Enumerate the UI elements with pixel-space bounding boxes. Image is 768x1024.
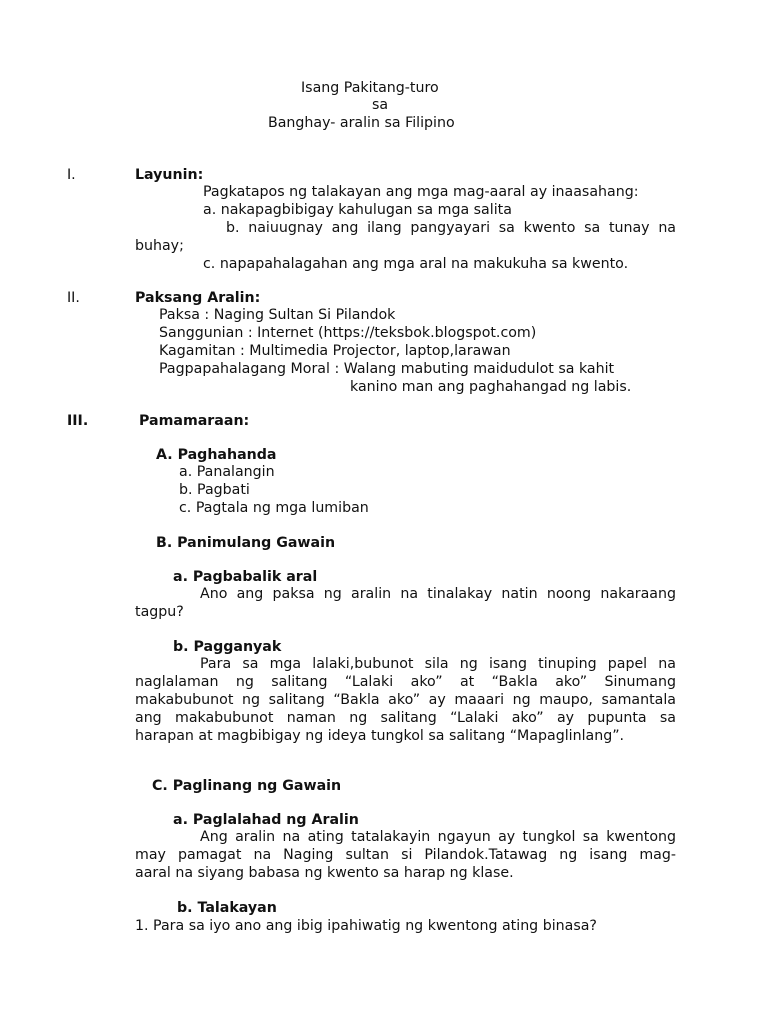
moral-line-1: Pagpapahalagang Moral : Walang mabuting maidudulot sa kahit	[159, 361, 615, 377]
kagamitan-line: Kagamitan : Multimedia Projector, laptop,larawan	[159, 343, 511, 359]
pagganyak-line: harapan at magbibigay ng ideya tungkol sa salitang “Mapaglinlang”.	[135, 728, 625, 744]
pagbabalik-aral-line-2: tagpu?	[135, 604, 184, 620]
pagganyak-line: ang makabubunot naman ng salitang “Lalaki ako” ay pupunta sa	[135, 710, 676, 726]
section-2-heading: Paksang Aralin:	[135, 290, 261, 306]
title-line-1: Isang Pakitang-turo	[301, 80, 439, 96]
subsection-c-heading: C. Paglinang ng Gawain	[152, 778, 342, 794]
paglalahad-line: aaral na siyang babasa ng kwento sa harap ng klase.	[135, 865, 514, 881]
talakayan-question-1: 1. Para sa iyo ano ang ibig ipahiwatig ng kwentong ating binasa?	[135, 918, 597, 934]
talakayan-heading: b. Talakayan	[177, 900, 277, 916]
section-3-heading: Pamamaraan:	[139, 413, 250, 429]
paksa-line: Paksa : Naging Sultan Si Pilandok	[159, 307, 396, 323]
layunin-item-a: a. nakapagbibigay kahulugan sa mga salita	[203, 202, 512, 218]
layunin-intro: Pagkatapos ng talakayan ang mga mag-aaral ay inaasahang:	[203, 184, 639, 200]
pagganyak-heading: b. Pagganyak	[173, 639, 282, 655]
section-1-numeral: I.	[67, 167, 76, 183]
layunin-item-b: b. naiuugnay ang ilang pangyayari sa kwento sa tunay na	[226, 220, 676, 236]
moral-line-2: kanino man ang paghahangad ng labis.	[350, 379, 632, 395]
subsection-b-heading: B. Panimulang Gawain	[156, 535, 336, 551]
sanggunian-line: Sanggunian : Internet (https://teksbok.blogspot.com)	[159, 325, 537, 341]
paglalahad-line: Ang aralin na ating tatalakayin ngayun ay tungkol sa kwentong	[200, 829, 676, 845]
pagganyak-line: Para sa mga lalaki,bubunot sila ng isang tinuping papel na	[200, 656, 676, 672]
pagganyak-line: naglalaman ng salitang “Lalaki ako” at “Bakla ako” Sinumang	[135, 674, 676, 690]
paghahanda-item: a. Panalangin	[179, 464, 275, 480]
layunin-item-b-cont: buhay;	[135, 238, 184, 254]
paghahanda-item: b. Pagbati	[179, 482, 250, 498]
section-2-numeral: II.	[67, 290, 80, 306]
title-line-3: Banghay- aralin sa Filipino	[268, 115, 455, 131]
layunin-item-c: c. napapahalagahan ang mga aral na makukuha sa kwento.	[203, 256, 629, 272]
paglalahad-line: may pamagat na Naging sultan si Pilandok.Tatawag ng isang mag-	[135, 847, 676, 863]
pagbabalik-aral-heading: a. Pagbabalik aral	[173, 569, 318, 585]
pagganyak-line: makabubunot ng salitang “Bakla ako” ay maaari ng maupo, samantala	[135, 692, 676, 708]
section-1-heading: Layunin:	[135, 167, 204, 183]
subsection-a-heading: A. Paghahanda	[156, 447, 277, 463]
paglalahad-heading: a. Paglalahad ng Aralin	[173, 812, 359, 828]
section-3-numeral: III.	[67, 413, 89, 429]
title-line-2: sa	[372, 97, 389, 113]
paghahanda-item: c. Pagtala ng mga lumiban	[179, 500, 369, 516]
pagbabalik-aral-line-1: Ano ang paksa ng aralin na tinalakay natin noong nakaraang	[200, 586, 676, 602]
